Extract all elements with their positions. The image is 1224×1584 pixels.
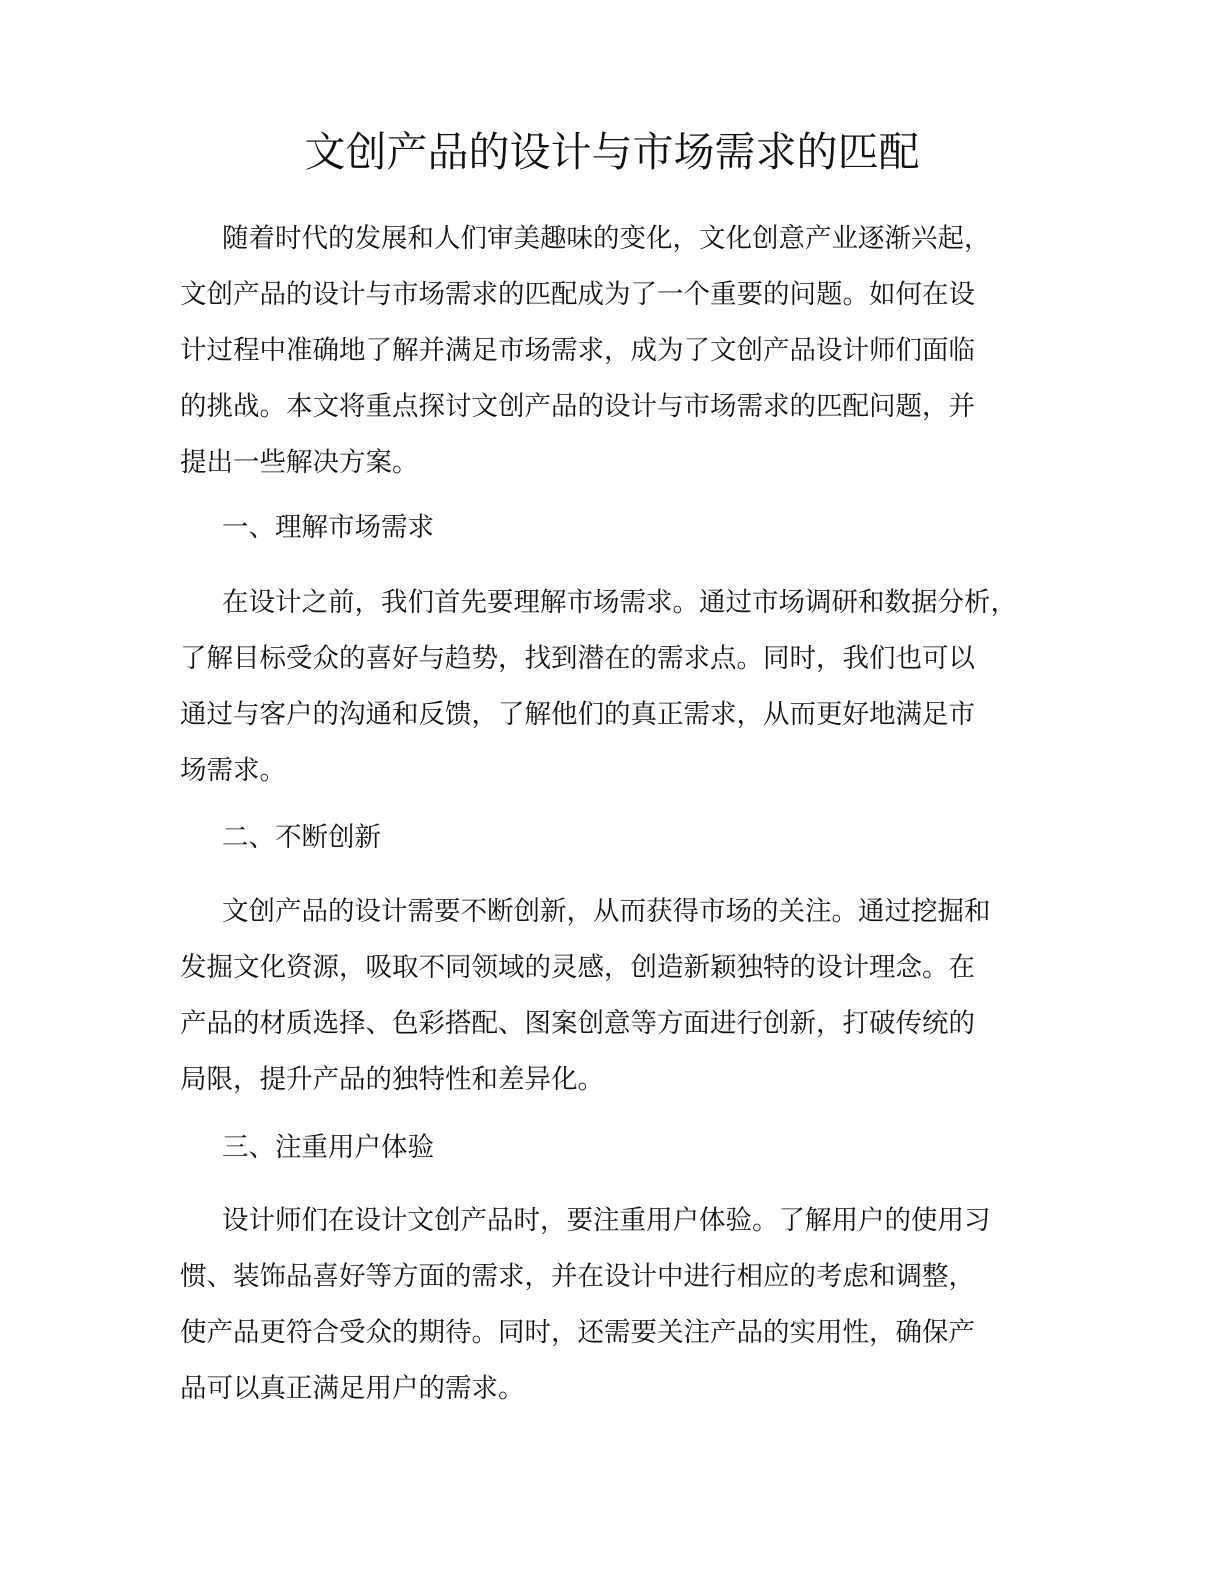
section-paragraph: [180, 884, 991, 1108]
paragraph-line: 随着时代的发展和人们审美趣味的变化，文化创意产业逐渐兴起，: [222, 223, 991, 254]
paragraph-line: 使产品更符合受众的期待。同时，还需要关注产品的实用性，确保产: [180, 1317, 975, 1348]
paragraph-line: 的挑战。本文将重点探讨文创产品的设计与市场需求的匹配问题，并: [180, 391, 975, 422]
paragraph-line: 文创产品的设计需要不断创新，从而获得市场的关注。通过挖掘和: [222, 896, 991, 927]
paragraph-line: 设计师们在设计文创产品时，要注重用户体验。了解用户的使用习: [222, 1205, 991, 1236]
paragraph-line: 场需求。: [180, 755, 286, 786]
section-heading-text: 二、不断创新: [222, 822, 381, 853]
paragraph-line: 产品的材质选择、色彩搭配、图案创意等方面进行创新，打破传统的: [180, 1008, 975, 1039]
section-heading-text: 一、理解市场需求: [222, 512, 434, 543]
section-paragraph: [180, 1193, 991, 1417]
paragraph-line: 局限，提升产品的独特性和差异化。: [180, 1064, 604, 1095]
section-heading: [180, 1120, 434, 1176]
paragraph-line: 了解目标受众的喜好与趋势，找到潜在的需求点。同时，我们也可以: [180, 643, 975, 674]
section-paragraph: [180, 575, 1017, 799]
section-heading: [180, 810, 381, 866]
paragraph-line: 在设计之前，我们首先要理解市场需求。通过市场调研和数据分析，: [222, 587, 1017, 618]
section-heading-text: 三、注重用户体验: [222, 1132, 434, 1163]
paragraph-line: 计过程中准确地了解并满足市场需求，成为了文创产品设计师们面临: [180, 335, 975, 366]
document-title: 文创产品的设计与市场需求的匹配: [304, 128, 920, 176]
paragraph-line: 发掘文化资源，吸取不同领域的灵感，创造新颖独特的设计理念。在: [180, 952, 975, 983]
paragraph-line: 惯、装饰品喜好等方面的需求，并在设计中进行相应的考虑和调整，: [180, 1261, 975, 1292]
paragraph-line: 提出一些解决方案。: [180, 447, 419, 478]
intro-paragraph: [180, 211, 991, 491]
paragraph-line: 通过与客户的沟通和反馈，了解他们的真正需求，从而更好地满足市: [180, 699, 975, 730]
section-heading: [180, 500, 434, 556]
paragraph-line: 品可以真正满足用户的需求。: [180, 1373, 525, 1404]
paragraph-line: 文创产品的设计与市场需求的匹配成为了一个重要的问题。如何在设: [180, 279, 975, 310]
